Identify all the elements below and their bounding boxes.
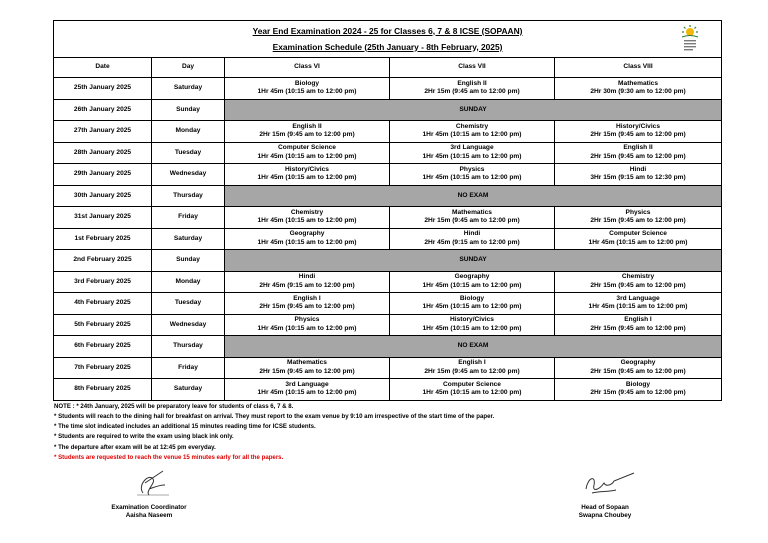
table-row xyxy=(54,99,722,121)
note-line: NOTE : * 24th January, 2025 will be preparatory leave for students of class 6, 7 & 8. xyxy=(54,402,294,410)
page-title: Year End Examination 2024 - 25 for Classes 6, 7 & 8 ICSE (SOPAAN) xyxy=(252,25,523,36)
schedule-table xyxy=(53,20,722,401)
cell-date: 26th January 2025 xyxy=(54,99,152,121)
exam-time: 2Hr 45m (9:15 am to 12:00 pm) xyxy=(424,238,520,246)
cell-exam xyxy=(555,314,722,336)
exam-subject: Geography xyxy=(454,273,490,281)
exam-subject: Chemistry xyxy=(455,122,489,130)
cell-exam xyxy=(225,293,390,315)
exam-subject: History/Civics xyxy=(450,316,494,324)
signature-scribble-icon xyxy=(570,465,640,499)
col-header-date: Date xyxy=(54,58,152,78)
cell-exam xyxy=(225,207,390,229)
exam-subject: Computer Science xyxy=(443,380,501,388)
exam-subject: Mathematics xyxy=(452,208,492,216)
cell-day: Sunday xyxy=(152,99,225,121)
exam-subject: English I xyxy=(293,294,321,302)
cell-exam xyxy=(390,314,555,336)
cell-exam xyxy=(225,78,390,100)
exam-time: 1Hr 45m (10:15 am to 12:00 pm) xyxy=(422,281,522,289)
exam-subject: Physics xyxy=(294,316,320,324)
exam-time: 2Hr 15m (9:45 am to 12:00 pm) xyxy=(259,131,355,139)
cell-date: 30th January 2025 xyxy=(54,185,152,207)
cell-day: Saturday xyxy=(152,228,225,250)
cell-day: Tuesday xyxy=(152,142,225,164)
exam-time: 1Hr 45m (10:15 am to 12:00 pm) xyxy=(257,389,357,397)
cell-exam xyxy=(390,357,555,379)
note-line: * The departure after exam will be at 12:45 pm everyday. xyxy=(54,443,216,451)
cell-day: Monday xyxy=(152,271,225,293)
cell-exam xyxy=(555,78,722,100)
exam-time: 2Hr 15m (9:45 am to 12:00 pm) xyxy=(590,281,686,289)
col-header-day: Day xyxy=(152,58,225,78)
cell-exam xyxy=(225,314,390,336)
exam-time: 2Hr 15m (9:45 am to 12:00 pm) xyxy=(424,88,520,96)
cell-day: Tuesday xyxy=(152,293,225,315)
exam-subject: Chemistry xyxy=(621,273,655,281)
exam-time: 1Hr 45m (10:15 am to 12:00 pm) xyxy=(422,131,522,139)
exam-subject: Hindi xyxy=(298,273,316,281)
exam-time: 2Hr 15m (9:45 am to 12:00 pm) xyxy=(424,367,520,375)
exam-subject: Biology xyxy=(625,380,651,388)
signature-right-name: Swapna Choubey xyxy=(578,512,632,520)
table-row xyxy=(54,357,722,379)
table-row xyxy=(54,207,722,229)
cell-exam xyxy=(555,207,722,229)
school-logo-icon xyxy=(677,24,703,54)
cell-exam xyxy=(555,121,722,143)
note-line: * Students will reach to the dining hall for breakfast on arrival. They must report to the exam venue by 9:10 am irrespective of the start time of the paper. xyxy=(54,412,495,420)
exam-subject: Geography xyxy=(620,359,656,367)
cell-exam xyxy=(390,207,555,229)
cell-day: Thursday xyxy=(152,336,225,358)
cell-exam xyxy=(390,164,555,186)
cell-date: 3rd February 2025 xyxy=(54,271,152,293)
table-row xyxy=(54,121,722,143)
cell-exam xyxy=(555,293,722,315)
table-row xyxy=(54,271,722,293)
cell-date: 6th February 2025 xyxy=(54,336,152,358)
cell-exam xyxy=(390,379,555,401)
exam-time: 2Hr 15m (9:45 am to 12:00 pm) xyxy=(590,152,686,160)
table-row xyxy=(54,336,722,358)
cell-exam xyxy=(390,142,555,164)
exam-time: 2Hr 15m (9:45 am to 12:00 pm) xyxy=(259,303,355,311)
signature-right-role: Head of Sopaan xyxy=(581,504,629,512)
exam-time: 2Hr 15m (9:45 am to 12:00 pm) xyxy=(424,217,520,225)
exam-subject: Biology xyxy=(294,79,320,87)
col-header-class-viii: Class VIII xyxy=(555,58,722,78)
exam-subject: 3rd Language xyxy=(616,294,660,302)
cell-exam xyxy=(555,379,722,401)
page-subtitle: Examination Schedule (25th January - 8th February, 2025) xyxy=(272,41,503,52)
signature-right xyxy=(545,465,665,520)
exam-subject: 3rd Language xyxy=(450,144,494,152)
exam-subject: History/Civics xyxy=(285,165,329,173)
cell-day: Saturday xyxy=(152,379,225,401)
exam-subject: 3rd Language xyxy=(285,380,329,388)
cell-date: 2nd February 2025 xyxy=(54,250,152,272)
cell-date: 29th January 2025 xyxy=(54,164,152,186)
exam-time: 1Hr 45m (10:15 am to 12:00 pm) xyxy=(257,238,357,246)
notes-block xyxy=(53,402,721,464)
cell-exam xyxy=(225,271,390,293)
cell-exam xyxy=(225,121,390,143)
signatures xyxy=(53,463,721,525)
exam-subject: Physics xyxy=(625,208,651,216)
table-row xyxy=(54,78,722,100)
cell-day: Friday xyxy=(152,207,225,229)
cell-exam xyxy=(225,142,390,164)
exam-time: 1Hr 45m (10:15 am to 12:00 pm) xyxy=(422,389,522,397)
exam-subject: Biology xyxy=(459,294,485,302)
cell-date: 5th February 2025 xyxy=(54,314,152,336)
table-row xyxy=(54,164,722,186)
exam-time: 2Hr 15m (9:45 am to 12:00 pm) xyxy=(590,324,686,332)
exam-subject: Mathematics xyxy=(287,359,327,367)
exam-time: 2Hr 30m (9:30 am to 12:00 pm) xyxy=(590,88,686,96)
cell-day: Wednesday xyxy=(152,164,225,186)
cell-exam xyxy=(555,357,722,379)
cell-exam xyxy=(555,228,722,250)
signature-scribble-icon xyxy=(119,465,179,499)
cell-date: 31st January 2025 xyxy=(54,207,152,229)
exam-subject: History/Civics xyxy=(616,122,661,130)
exam-time: 1Hr 45m (10:15 am to 12:00 pm) xyxy=(422,152,522,160)
exam-subject: Geography xyxy=(289,230,325,238)
note-line: * The time slot indicated includes an additional 15 minutes reading time for ICSE students. xyxy=(54,423,316,431)
cell-day: Thursday xyxy=(152,185,225,207)
table-row xyxy=(54,250,722,272)
exam-time: 2Hr 15m (9:45 am to 12:00 pm) xyxy=(259,367,355,375)
exam-time: 1Hr 45m (10:15 am to 12:00 pm) xyxy=(422,303,522,311)
signature-left-role: Examination Coordinator xyxy=(111,504,187,512)
table-row xyxy=(54,293,722,315)
exam-time: 3Hr 15m (9:15 am to 12:30 pm) xyxy=(590,174,686,182)
cell-exam xyxy=(390,271,555,293)
exam-time: 1Hr 45m (10:15 am to 12:00 pm) xyxy=(257,217,357,225)
exam-subject: Physics xyxy=(459,165,485,173)
exam-subject: Computer Science xyxy=(278,144,336,152)
exam-subject: Mathematics xyxy=(618,79,658,87)
cell-holiday: NO EXAM xyxy=(225,336,722,358)
exam-time: 1Hr 45m (10:15 am to 12:00 pm) xyxy=(588,238,688,246)
cell-exam xyxy=(390,293,555,315)
col-header-class-vi: Class VI xyxy=(225,58,390,78)
cell-holiday: SUNDAY xyxy=(225,250,722,272)
cell-exam xyxy=(225,379,390,401)
signature-left xyxy=(89,465,209,520)
exam-time: 2Hr 15m (9:45 am to 12:00 pm) xyxy=(590,131,686,139)
exam-subject: Computer Science xyxy=(609,230,667,238)
cell-date: 7th February 2025 xyxy=(54,357,152,379)
cell-exam xyxy=(390,121,555,143)
exam-subject: Hindi xyxy=(463,230,481,238)
cell-day: Wednesday xyxy=(152,314,225,336)
exam-time: 2Hr 15m (9:45 am to 12:00 pm) xyxy=(590,217,686,225)
col-header-class-vii: Class VII xyxy=(390,58,555,78)
schedule-body xyxy=(54,78,722,401)
exam-subject: English I xyxy=(624,316,652,324)
cell-day: Saturday xyxy=(152,78,225,100)
table-row xyxy=(54,185,722,207)
exam-time: 2Hr 15m (9:45 am to 12:00 pm) xyxy=(590,389,686,397)
cell-date: 8th February 2025 xyxy=(54,379,152,401)
cell-exam xyxy=(225,228,390,250)
exam-time: 1Hr 45m (10:15 am to 12:00 pm) xyxy=(422,174,522,182)
cell-date: 27th January 2025 xyxy=(54,121,152,143)
exam-schedule-sheet xyxy=(53,20,721,525)
cell-exam xyxy=(555,142,722,164)
cell-exam xyxy=(555,164,722,186)
cell-date: 25th January 2025 xyxy=(54,78,152,100)
title-block xyxy=(54,21,722,58)
exam-time: 1Hr 45m (10:15 am to 12:00 pm) xyxy=(257,324,357,332)
cell-holiday: NO EXAM xyxy=(225,185,722,207)
cell-exam xyxy=(390,78,555,100)
exam-subject: English II xyxy=(623,144,653,152)
header-row xyxy=(54,58,722,78)
cell-date: 1st February 2025 xyxy=(54,228,152,250)
exam-time: 2Hr 45m (9:15 am to 12:00 pm) xyxy=(259,281,355,289)
exam-subject: English II xyxy=(457,79,487,87)
table-row xyxy=(54,228,722,250)
cell-holiday: SUNDAY xyxy=(225,99,722,121)
note-line-red: * Students are requested to reach the venue 15 minutes early for all the papers. xyxy=(54,453,284,461)
cell-day: Sunday xyxy=(152,250,225,272)
cell-date: 4th February 2025 xyxy=(54,293,152,315)
cell-exam xyxy=(555,271,722,293)
exam-subject: English I xyxy=(458,359,486,367)
cell-day: Monday xyxy=(152,121,225,143)
exam-time: 2Hr 15m (9:45 am to 12:00 pm) xyxy=(590,367,686,375)
table-row xyxy=(54,379,722,401)
cell-exam xyxy=(225,357,390,379)
cell-date: 28th January 2025 xyxy=(54,142,152,164)
cell-exam xyxy=(390,228,555,250)
exam-time: 1Hr 45m (10:15 am to 12:00 pm) xyxy=(422,324,522,332)
exam-time: 1Hr 45m (10:15 am to 12:00 pm) xyxy=(257,174,357,182)
exam-subject: Hindi xyxy=(629,165,647,173)
exam-time: 1Hr 45m (10:15 am to 12:00 pm) xyxy=(588,303,688,311)
exam-time: 1Hr 45m (10:15 am to 12:00 pm) xyxy=(257,88,357,96)
exam-time: 1Hr 45m (10:15 am to 12:00 pm) xyxy=(257,152,357,160)
exam-subject: English II xyxy=(292,122,322,130)
signature-left-name: Aaisha Naseem xyxy=(125,512,173,520)
table-row xyxy=(54,142,722,164)
table-row xyxy=(54,314,722,336)
exam-subject: Chemistry xyxy=(290,208,324,216)
note-line: * Students are required to write the exam using black ink only. xyxy=(54,433,234,441)
cell-day: Friday xyxy=(152,357,225,379)
cell-exam xyxy=(225,164,390,186)
